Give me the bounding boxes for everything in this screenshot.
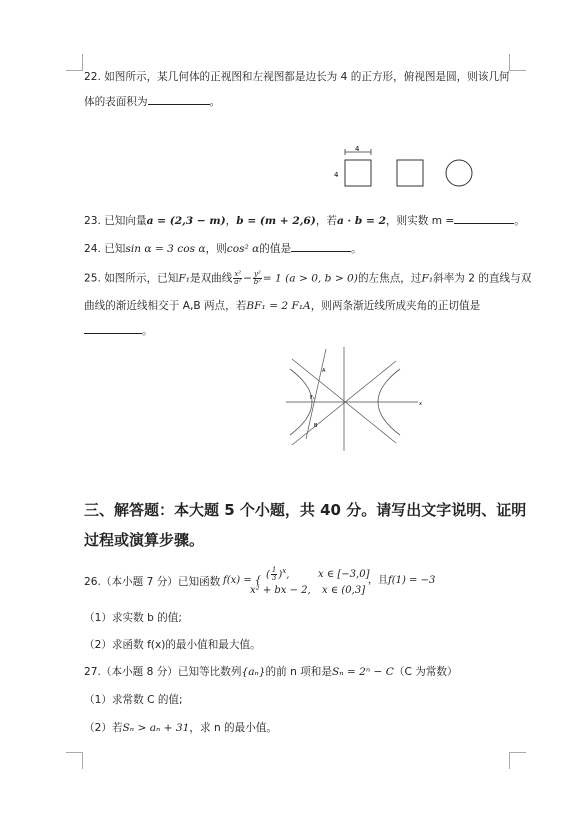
- label-A: A: [322, 368, 326, 374]
- q24-answer-blank[interactable]: [291, 240, 351, 252]
- crop-mark-top-right: [509, 54, 526, 71]
- q22-line2-suffix: 。: [209, 96, 221, 108]
- q26-tail: [368, 575, 435, 587]
- q23-answer-blank[interactable]: [454, 212, 514, 224]
- front-view-square: [345, 160, 371, 186]
- q24-prefix: 24. 已知: [84, 243, 126, 255]
- q27-sub2: [84, 721, 277, 735]
- label-F1: F₁: [310, 395, 315, 401]
- q23-sep: ，: [225, 215, 237, 227]
- q25-line2-prefix: 曲线的渐近线相交于 A,B 两点，若: [84, 300, 247, 312]
- q26-fx: f(x) = {: [223, 575, 262, 586]
- q27-inequality: Sₙ > aₙ + 31: [122, 722, 190, 734]
- crop-mark-bottom-right: [509, 752, 526, 769]
- q25-line3-end: 。: [142, 325, 153, 337]
- side-view-square: [397, 160, 423, 186]
- q26-sub1: （1）求实数 b 的值;: [84, 612, 182, 624]
- q26-sub2: （2）求函数 f(x)的最小值和最大值。: [84, 639, 261, 651]
- q24-tail: 的值是: [259, 243, 292, 255]
- q25-hyperbola-figure: [284, 345, 428, 453]
- q25-answer-blank[interactable]: [84, 322, 142, 334]
- q27-sub1: （1）求常数 C 的值;: [84, 694, 183, 706]
- q25-frac-y: $\frac{\text{y²}}{\text{b²}}$: [253, 270, 262, 286]
- q22-line1: 22. 如图所示，某几何体的正视图和左视图都是边长为 4 的正方形，俯视图是圆，则该几何: [84, 71, 510, 83]
- q26-case2-domain: x ∈ (0,3]: [322, 585, 366, 596]
- q22-line2: [84, 93, 220, 109]
- q25-mid3: 斜率为 2 的直线与双: [433, 272, 532, 285]
- q26-case1-exponent: x: [282, 567, 287, 575]
- top-view-circle: [446, 160, 472, 186]
- q26-condition: f(1) = −3: [388, 575, 436, 586]
- crop-mark-top-left: [66, 54, 83, 71]
- q25-f1-2: F₁: [421, 272, 434, 285]
- q22-three-views-figure: [330, 144, 480, 190]
- q27-sub2-prefix: （2）若: [84, 722, 123, 734]
- q25-condition: = 1 (a > 0, b > 0): [262, 272, 358, 285]
- q27-sub2-tail: ，求 n 的最小值。: [189, 722, 278, 734]
- q25-f1: F₁: [178, 272, 190, 285]
- q25-mid2: 的左焦点，过: [357, 272, 422, 285]
- q25-line1: 25. 如图所示，已知F₁是双曲线 $\frac{\text{x²}}{\text{a²}}$ − $\frac{\text{y²}}{\text{b²}}$ = 1 (a > 0, b > 0)的左焦点，过F₁斜率为 2 的直线与双: [84, 270, 532, 286]
- q24-target-expr: cos² α: [226, 243, 260, 255]
- q25-mid1: 是双曲线: [189, 272, 233, 285]
- q24-line: [84, 240, 362, 256]
- q24-end: 。: [351, 243, 362, 255]
- q22-fig-label-side: 4: [334, 171, 339, 179]
- section3-heading-line1: 三、解答题：本大题 5 个小题，共 40 分。请写出文字说明、证明: [84, 501, 527, 519]
- q22-answer-blank[interactable]: [148, 93, 210, 105]
- q23-vector-a: a = (2,3 − m): [146, 215, 226, 227]
- crop-mark-bottom-left: [66, 752, 83, 769]
- q22-fig-label-top: 4: [355, 145, 360, 153]
- q26-case2: x² + bx − 2,: [250, 585, 311, 596]
- q23-dot-product: a · b = 2: [337, 215, 386, 227]
- q25-prefix: 25. 如图所示，已知: [84, 272, 179, 285]
- q27-tail: （C 为常数）: [393, 666, 458, 678]
- q24-condition: sin α = 3 cos α: [125, 243, 206, 255]
- q26-case1-domain: x ∈ [−3,0]: [318, 569, 370, 580]
- q27-sum-formula: Sₙ = 2ⁿ − C: [331, 666, 394, 678]
- q24-mid: ，则: [205, 243, 227, 255]
- q25-line2: [84, 299, 480, 313]
- q27-line: [84, 665, 458, 679]
- q23-tail: ，则实数 m =: [385, 215, 455, 227]
- label-x: x: [419, 401, 422, 407]
- q25-vector-relation: BF₁ = 2 F₁A: [246, 300, 311, 312]
- q23-mid: ，若: [315, 215, 337, 227]
- q25-frac-x: $\frac{\text{x²}}{\text{a²}}$: [234, 270, 242, 286]
- q25-line3: [84, 322, 153, 338]
- q23-end: 。: [514, 215, 525, 227]
- label-B: B: [314, 423, 318, 429]
- q27-sequence: {aₙ}: [241, 666, 266, 678]
- q27-mid: 的前 n 项和是: [265, 666, 332, 678]
- q25-line2-tail: ，则两条渐近线所成夹角的正切值是: [310, 300, 481, 312]
- q27-prefix: 27.（本小题 8 分）已知等比数列: [84, 666, 242, 678]
- section3-heading-line2: 过程或演算步骤。: [84, 531, 205, 549]
- q26-intro-prefix: 26.（本小题 7 分）已知函数: [84, 576, 221, 588]
- q23-prefix: 23. 已知向量: [84, 215, 147, 227]
- q23-line: [84, 212, 525, 228]
- q26-case1: ( $\frac{1}{3}$ )$^x$,: [266, 566, 290, 583]
- q26-tail-text: ，且: [368, 575, 388, 586]
- q23-vector-b: b = (m + 2,6): [236, 215, 316, 227]
- q22-line2-prefix: 体的表面积为: [84, 96, 148, 108]
